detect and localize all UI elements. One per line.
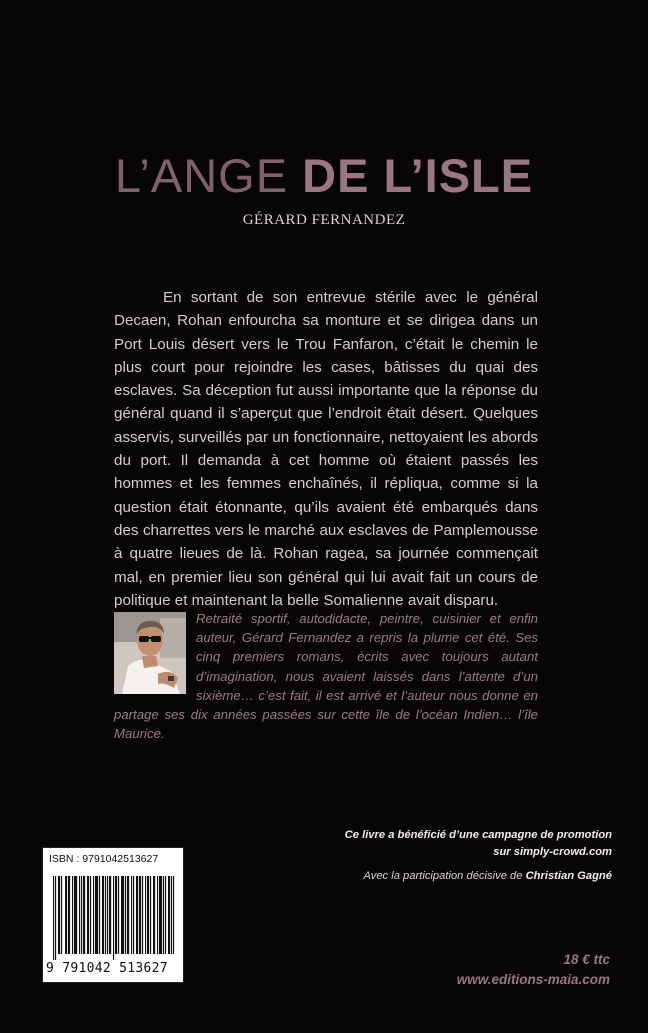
barcode-icon xyxy=(53,876,175,960)
partner-prefix: Avec la participation décisive de xyxy=(363,870,526,882)
book-title-part2: DE L’ISLE xyxy=(302,149,534,202)
book-title xyxy=(0,148,648,203)
promotion-line-1: Ce livre a bénéficié d’une campagne de promotion xyxy=(344,829,612,841)
author-bio-text: Retraité sportif, autodidacte, peintre, cuisinier et enfin auteur, Gérard Fernandez a repris la plume cet été. Ses cinq premiers romans, écrits avec toujours autant d’imagination, nous avaient laissés dans l’attente d’un sixième… c’est fait, il est arrivé et l’auteur nous donne en partage ses dix années passées sur cette île de l’océan Indien… l’île Maurice. xyxy=(114,611,538,742)
author-name: GÉRARD FERNANDEZ xyxy=(242,212,406,228)
author-bio xyxy=(114,609,538,743)
partner-note xyxy=(232,870,612,882)
publisher-website: www.editions-maia.com xyxy=(456,972,610,987)
promotion-note xyxy=(252,827,612,860)
synopsis-text: En sortant de son entrevue stérile avec le général Decaen, Rohan enfourcha sa monture et se dirigea dans un Port Louis désert vers le Trou Fanfaron, c’était le chemin le plus court pour rejoindre les cases, bâtisses du quai des esclaves. Sa déception fut aussi importante que la réponse du général quand il s’aperçut que l’endroit était désert. Quelques asservis, surveillés par un fonctionnaire, nettoyaient les abords du port. Il demanda à cet homme où étaient passés les hommes et les femmes enchaînés, il répliqua, comme si la question était étonnante, qu’ils avaient été embarqués dans des charrettes vers le marché aux esclaves de Pamplemousse à quatre lieues de là. Rohan ragea, sa journée commençait mal, en premier lieu son général qui lui avait fait un cours de politique et maintenant la belle Somalienne avait disparu. xyxy=(114,289,538,609)
barcode-digits: 9 791042 513627 xyxy=(46,961,168,976)
isbn-label: ISBN : 9791042513627 xyxy=(49,853,159,865)
partner-name: Christian Gagné xyxy=(525,870,612,882)
price-label: 18 € ttc xyxy=(563,952,610,967)
barcode-panel xyxy=(42,847,184,983)
book-title-part1: L’ANGE xyxy=(114,149,303,202)
promotion-line-2: sur simply-crowd.com xyxy=(493,845,612,858)
